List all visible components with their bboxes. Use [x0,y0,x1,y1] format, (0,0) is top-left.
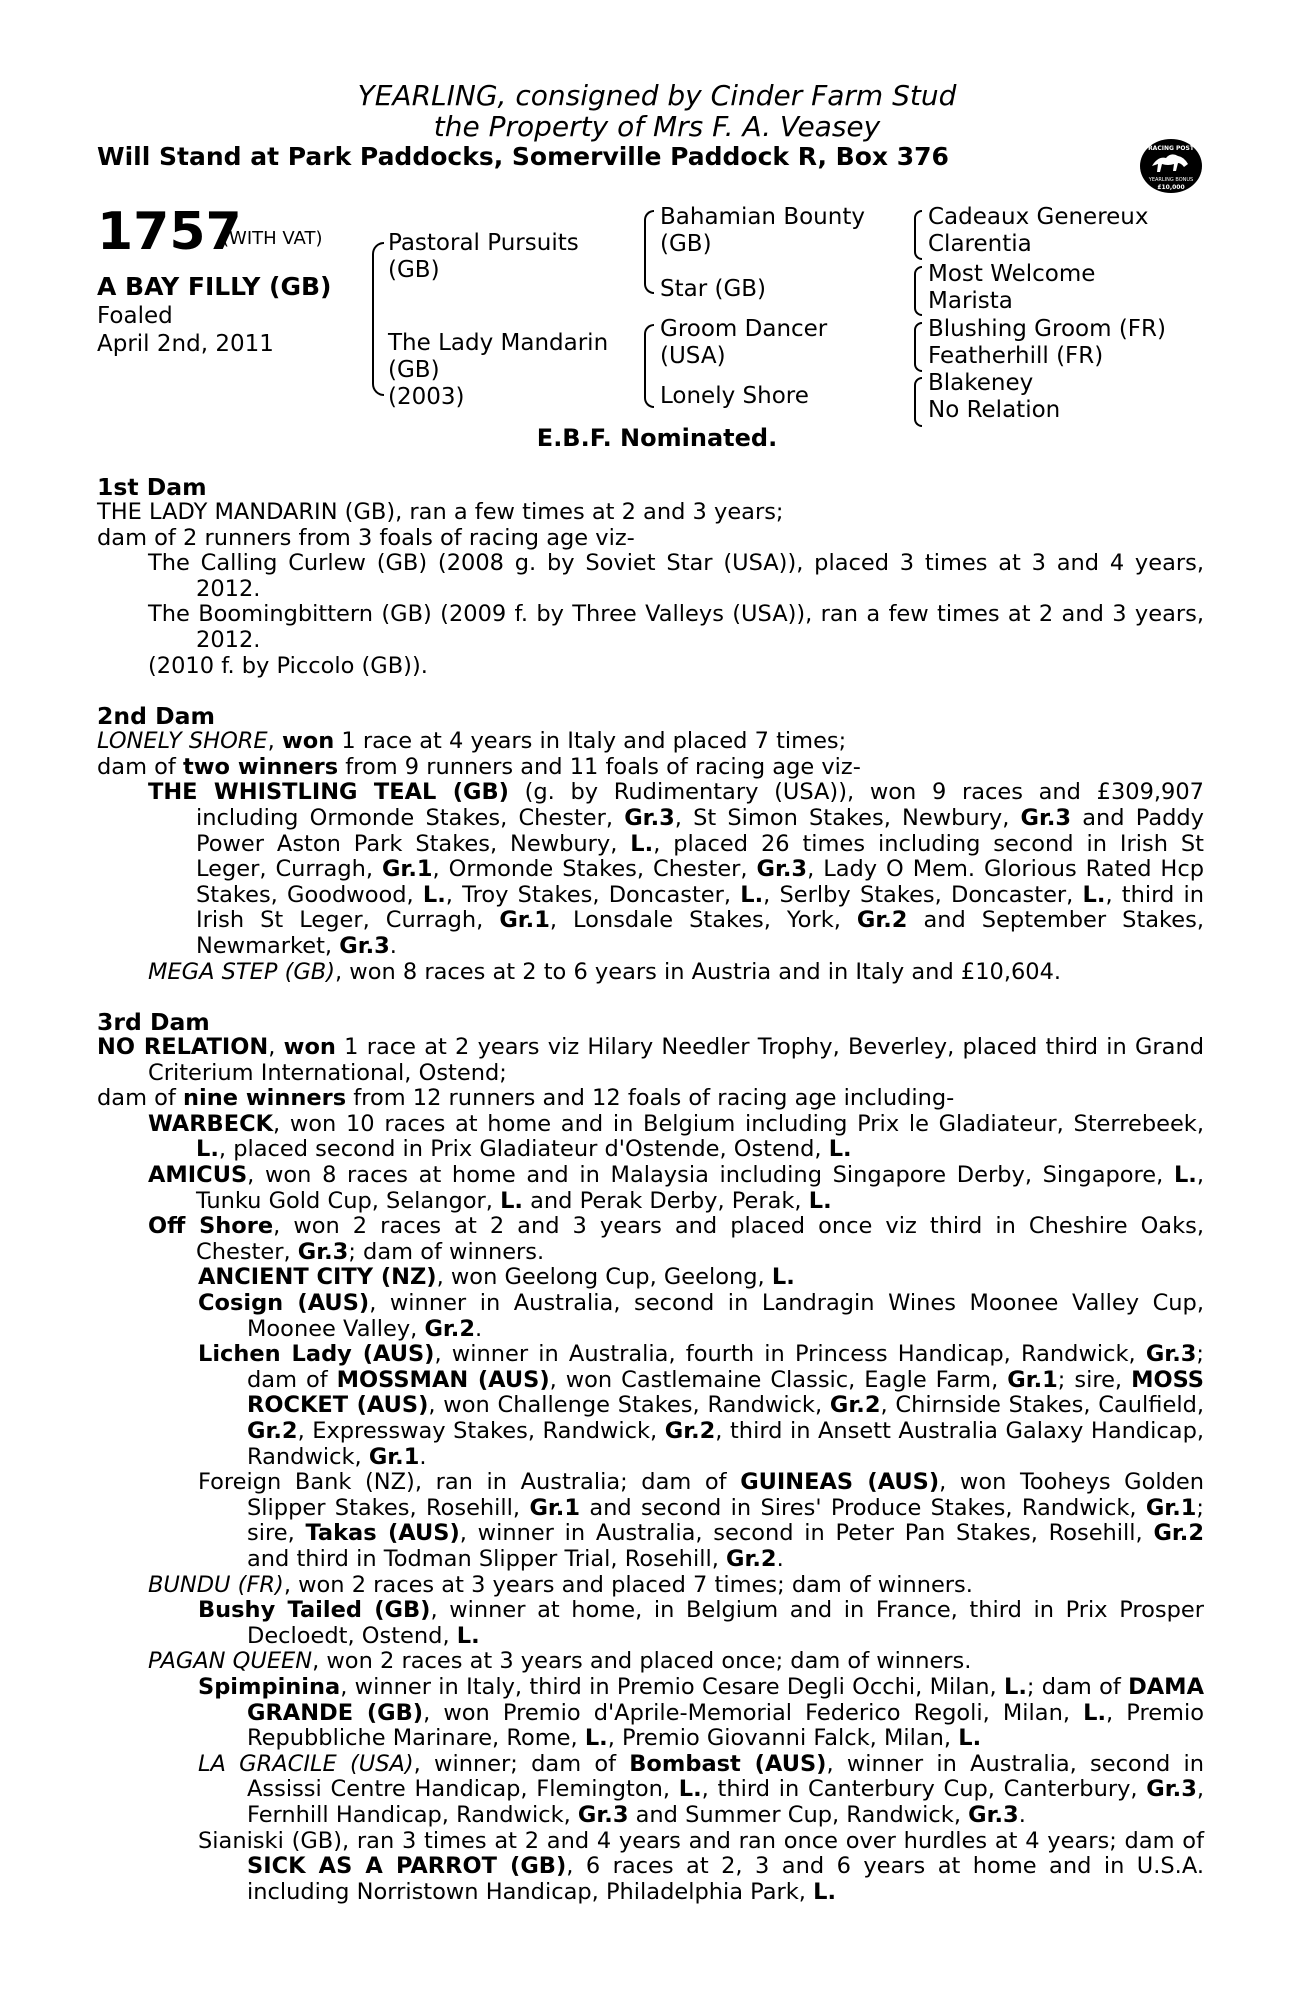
brace-col3-2 [914,266,922,316]
grade: Gr.3 [1145,1341,1197,1368]
sire-dam: Star (GB) [660,276,767,302]
rec-text: , Premio Repubbliche Marinare, Rome, [247,1699,1204,1752]
rec-text: , third in Irish St Leger, Curragh, [196,881,1205,934]
ddd: No Relation [928,397,1061,423]
listed: L. [828,1136,852,1163]
badge-mid-text: YEARLING BONUS [1148,177,1194,183]
brace-col2-bottom [644,324,654,408]
rec-text: , won 2 races at 2 and 3 years and placed once viz third in Cheshire Oaks, Chester, [196,1213,1204,1265]
rec-text: ; dam of winners. [348,1238,545,1265]
mega-step-name: MEGA STEP (GB) [148,958,335,985]
produce-lichen-lady: Lichen Lady (AUS), winner in Australia, fourth in Princess Handicap, Randwick, Gr.3; dam of MOSSMAN (AUS), won Castlemaine Classic, Eagle Farm, Gr.1; sire, MOSS ROCKET (AUS), won Challenge Stakes, Randwick, Gr.2, Chirnside Stakes, Caulfield, Gr.2, Expressway Stakes, Randwick, Gr.2, third in Ansett Australia Galaxy Handicap, Randwick, Gr.1. [198,1341,1205,1470]
dam-of-suffix: from 12 runners and 12 foals of racing age including- [346,1085,955,1112]
brace-col2-top [644,210,654,294]
dam [388,330,608,411]
second-dam-record: 1 race at 4 years in Italy and placed 7 times; [334,728,847,755]
bombast-name: Bombast (AUS) [629,1750,827,1777]
rec-text: , winner in Australia, fourth in Princess Handicap, Randwick, [434,1341,1146,1368]
produce-boomingbittern: The Boomingbittern (GB) (2009 f. by Three Valleys (USA)), ran a few times at 2 and 3 years, 2012. [148,601,1204,653]
grade: Gr.3 [1146,1776,1197,1803]
cosign-name: Cosign (AUS) [198,1290,370,1317]
produce-record [97,474,1204,1905]
rec-text: , third in Ansett Australia Galaxy Handicap, Randwick, [247,1418,1205,1470]
listed: L. [630,830,654,857]
rec-text: , Premio Giovanni Falck, Milan, [607,1725,959,1752]
winners-count: nine winners [182,1085,347,1112]
grade: Gr.2 [247,1418,298,1444]
rec-text: , Tunku Gold Cup, Selangor, [196,1162,1204,1214]
produce-spimpinina [97,1675,1204,1752]
produce-cosign: Cosign (AUS), winner in Australia, second in Landragin Wines Moonee Valley Cup, Moonee Valley, Gr.2. [198,1290,1204,1342]
rec-text: ; dam of [247,1341,1204,1393]
whistling-teal-name: THE WHISTLING TEAL (GB) [148,779,509,806]
stabling-line: Will Stand at Park Paddocks, Somerville Paddock R, Box 376 [97,142,949,171]
grade: Gr.3 [297,1238,349,1265]
won-text: won [281,728,335,755]
third-dam-line1: NO RELATION, won 1 race at 2 years viz Hilary Needler Trophy, Beverley, placed third in Grand Criterium International, Ostend; [97,1034,1204,1086]
rec-text: , won 10 races at home and in Belgium including Prix le Gladiateur, Sterrebeek, [273,1110,1204,1137]
horse-name: A BAY FILLY (GB) [97,272,332,301]
grade: Gr.1 [499,907,550,934]
brace-col3-3 [914,322,922,372]
listed: L. [422,881,446,908]
produce-warbeck [97,1112,1204,1163]
produce-sianiski [97,1829,1204,1906]
rec-text: and September Stakes, Newmarket, [196,907,1204,959]
rec-text: , winner in Italy, third in Premio Cesare Degli Occhi, Milan, [340,1673,1005,1700]
rec-text: , Serlby Stakes, Doncaster, [763,881,1083,908]
sire-country: (GB) [388,257,440,283]
sire-sire [660,204,865,258]
listed: L. [1082,881,1106,908]
dam-of-prefix: dam of [97,753,183,780]
grade: Gr.3 [339,932,390,959]
grade: Gr.2 [829,1392,881,1419]
third-dam-title: 3rd Dam [97,1008,210,1037]
grade: Gr.3 [756,856,808,883]
third-dam-name: NO RELATION [97,1034,269,1061]
pagan-queen-name: PAGAN QUEEN [148,1648,313,1675]
grade: Gr.3 [577,1801,629,1828]
rec-text: , won 8 races at home and in Malaysia including Singapore Derby, Singapore, [247,1162,1174,1189]
grade: Gr.1 [381,856,433,883]
rec-text: , won 2 races at 3 years and placed 7 times; dam of winners. [283,1571,973,1598]
rec-text: and Paddy Power Aston Park Stakes, Newbury, [196,804,1204,857]
first-dam-line2: dam of 2 runners from 3 foals of racing age viz- [97,524,635,551]
rec-text: , won Tooheys Golden Slipper Stakes, Rosehill, [247,1469,1204,1521]
rec-text: ; dam of [1026,1673,1121,1700]
dam-country: (GB) [388,357,440,383]
amicus-name: AMICUS [148,1162,248,1189]
rec-text: , winner in Australia, second in Peter Pan Stakes, Rosehill, [459,1520,1154,1547]
grade: Gr.3 [968,1801,1019,1828]
sire [388,230,579,284]
listed: L. [456,1622,480,1649]
listed: L. [813,1878,836,1905]
spimpinina-name: Spimpinina [198,1673,341,1700]
rec-text: and second in Sires' Produce Stakes, Randwick, [580,1494,1146,1521]
rec-text: , Fernhill Handicap, Randwick, [247,1776,1205,1828]
badge-top-text: RACING POST [1148,145,1194,152]
grade: Gr.2 [1153,1520,1204,1547]
listed: L. [1173,1162,1197,1189]
produce-foreign-bank: Foreign Bank (NZ), ran in Australia; dam of GUINEAS (AUS), won Tooheys Golden Slipper Stakes, Rosehill, Gr.1 and second in Sires' Produce Stakes, Randwick, Gr.1; sire, Takas (AUS), winner in Australia, second in Peter Pan Stakes, Rosehill, Gr.2 and third in Todman Slipper Trial, Rosehill, Gr.2. [198,1469,1204,1572]
second-dam-title: 2nd Dam [97,702,215,731]
foaled-date: April 2nd, 2011 [97,331,274,357]
ancient-city-name: ANCIENT CITY (NZ) [198,1264,437,1291]
second-dam-line1: LONELY SHORE, won 1 race at 4 years in Italy and placed 7 times; [97,728,847,755]
rec-text: , won 8 races at 2 to 6 years in Austria and in Italy and £10,604. [335,958,1062,985]
won-text: won [283,1034,336,1061]
grade: Gr.2 [856,907,908,934]
rec-text: ; sire, [247,1494,1204,1547]
produce-amicus [97,1163,1204,1214]
grade: Gr.2 [664,1418,716,1444]
produce-la-gracile: LA GRACILE (USA), winner; dam of Bombast (AUS), winner in Australia, second in Assissi Centre Handicap, Flemington, L., third in Canterbury Cup, Canterbury, Gr.3, Fernhill Handicap, Randwick, Gr.3 and Summer Cup, Randwick, Gr.3. [198,1750,1205,1828]
sire-name: Pastoral Pursuits [388,230,579,256]
rec-text: , won Geelong Cup, Geelong, [436,1264,772,1291]
produce-ancient-city [97,1265,1204,1291]
brace-col1 [372,242,384,396]
listed: L. [196,1136,219,1163]
first-dam-title: 1st Dam [97,473,207,501]
sick-as-a-parrot-name: SICK AS A PARROT (GB) [247,1853,567,1880]
dam-year: (2003) [388,384,465,410]
guineas-name: GUINEAS (AUS) [740,1469,940,1496]
yearling-bonus-badge [1138,136,1204,196]
grade: Gr.1 [368,1443,420,1470]
rec-text: (g. by Rudimentary (USA)), won 9 races and £309,907 including Ormonde Stakes, Chester, [196,779,1205,831]
rec-text: , won Challenge Stakes, Randwick, [428,1392,830,1419]
dam-dam: Lonely Shore [660,383,809,409]
rec-text: , won Castlemaine Classic, Eagle Farm, [549,1366,1008,1393]
first-dam-line1: THE LADY MANDARIN (GB), ran a few times at 2 and 3 years; [97,499,784,525]
ss-name: Bahamian Bounty [660,204,865,230]
listed: L. [500,1187,523,1214]
second-dam-line2 [97,755,1204,781]
grade: Gr.1 [1145,1494,1197,1521]
rec-text: , Lonsdale Stakes, York, [549,907,857,934]
listed: L. [1083,1699,1107,1726]
dss: Blushing Groom (FR) [928,316,1166,342]
consignor-line: YEARLING, consigned by Cinder Farm Stud [357,79,957,112]
moss-rocket-name: MOSS ROCKET (AUS) [247,1366,1204,1419]
grade: Gr.3 [1020,804,1072,831]
listed: L. [808,1187,832,1214]
dsd: Featherhill (FR) [928,343,1104,369]
dam-name: The Lady Mandarin [388,330,609,356]
second-dam-name: LONELY SHORE [97,728,268,755]
ds-name: Groom Dancer [660,316,828,342]
brace-col3-1 [914,210,922,260]
sds: Most Welcome [928,261,1096,287]
rec-text: , Lady O Mem. Glorious Rated Hcp Stakes, Goodwood, [196,856,1205,908]
foaled-info [97,302,274,358]
listed: L. [740,881,764,908]
rec-text: , Expressway Stakes, Randwick, [297,1418,665,1444]
off-shore-name: Off Shore [148,1213,274,1240]
rec-text: Foreign Bank (NZ), ran in Australia; dam of [198,1469,741,1496]
grade: Gr.3 [624,804,675,831]
listed: L. [584,1725,608,1752]
sdd: Marista [928,288,1013,314]
dam-of-prefix: dam of [97,1085,183,1112]
rec-text: , St Simon Stakes, Newbury, [674,804,1021,831]
grade: Gr.2 [424,1315,476,1342]
ssd: Clarentia [928,231,1032,257]
rec-text: 1 race at 2 years viz Hilary Needler Trophy, Beverley, placed third in Grand Criterium International, Ostend; [148,1034,1204,1086]
rec-text: , winner in Australia, second in Landragin Wines Moonee Valley Cup, Moonee Valley, [247,1290,1204,1342]
dds: Blakeney [928,370,1034,396]
sss: Cadeaux Genereux [928,204,1149,230]
rec-text: , winner in Australia, second in Assissi Centre Handicap, Flemington, [247,1750,1204,1803]
dam-sire [660,316,827,370]
lichen-lady-name: Lichen Lady (AUS) [198,1341,435,1368]
rec-text: . [389,932,397,959]
grade: Gr.1 [1007,1366,1058,1393]
vat-note: (WITH VAT) [222,228,323,249]
rec-text: , won Premio d'Aprile-Memorial Federico Regoli, Milan, [423,1699,1084,1726]
la-gracile-name: LA GRACILE (USA) [198,1750,414,1777]
rec-text: , Troy Stakes, Doncaster, [445,881,741,908]
rec-text: , placed 26 times including second in Irish St Leger, Curragh, [196,830,1204,883]
takas-name: Takas (AUS) [305,1520,460,1547]
rec-text: , Ormonde Stakes, Chester, [432,856,757,883]
foaled-label: Foaled [97,303,173,329]
bushy-tailed-name: Bushy Tailed (GB) [198,1597,431,1624]
produce-2010-filly: (2010 f. by Piccolo (GB)). [148,652,428,679]
listed: L. [678,1776,702,1803]
property-line: the Property of Mrs F. A. Veasey [433,110,881,143]
rec-text: Sianiski (GB), ran 3 times at 2 and 4 years and ran once over hurdles at 4 years; dam of [198,1827,1204,1854]
lot-number: 1757 [97,202,242,262]
dam-of-suffix: from 9 runners and 11 foals of racing age viz- [338,753,861,780]
produce-bundu [97,1573,1204,1599]
warbeck-name: WARBECK [148,1110,274,1137]
rec-text: , won 2 races at 3 years and placed once; dam of winners. [312,1648,972,1675]
rec-text: ; sire, [1057,1366,1132,1393]
third-dam-line2 [97,1086,1204,1112]
produce-off-shore [97,1214,1204,1265]
listed: L. [1004,1673,1027,1700]
grade: Gr.1 [529,1494,580,1521]
dama-grande-name: DAMA GRANDE (GB) [247,1673,1204,1726]
brace-col3-4 [914,377,922,427]
rec-text: and Perak Derby, Perak, [522,1187,809,1214]
winners-count: two winners [182,753,339,780]
rec-text: , placed second in Prix Gladiateur d'Ostende, Ostend, [218,1136,829,1163]
produce-calling-curlew: The Calling Curlew (GB) (2008 g. by Soviet Star (USA)), placed 3 times at 3 and 4 years, 2012. [148,550,1204,602]
rec-text: , winner at home, in Belgium and in France, third in Prix Prosper Decloedt, Ostend, [247,1597,1204,1649]
ss-country: (GB) [660,231,712,257]
listed: L. [771,1264,795,1291]
rec-text: , winner; dam of [413,1750,630,1777]
ds-country: (USA) [660,343,726,369]
rec-text: , third in Canterbury Cup, Canterbury, [701,1776,1147,1803]
rec-text: , 6 races at 2, 3 and 6 years at home and in U.S.A. including Norristown Handicap, Philadelphia Park, [247,1853,1204,1905]
produce-whistling-teal [97,780,1204,959]
grade: Gr.2 [726,1545,777,1572]
ebf-nominated: E.B.F. Nominated. [536,424,778,452]
produce-mega-step [97,960,1204,986]
badge-amount-text: £10,000 [1157,184,1185,191]
bundu-name: BUNDU (FR) [148,1571,284,1598]
listed: L. [958,1725,982,1752]
mossman-name: MOSSMAN (AUS) [336,1366,550,1393]
produce-pagan-queen [97,1649,1204,1675]
rec-text: , Chirnside Stakes, Caulfield, [880,1392,1205,1419]
produce-bushy-tailed [97,1598,1204,1649]
rec-text: and third in Todman Slipper Trial, Rosehill, [247,1545,727,1572]
rec-text: and Summer Cup, Randwick, [628,1801,969,1828]
